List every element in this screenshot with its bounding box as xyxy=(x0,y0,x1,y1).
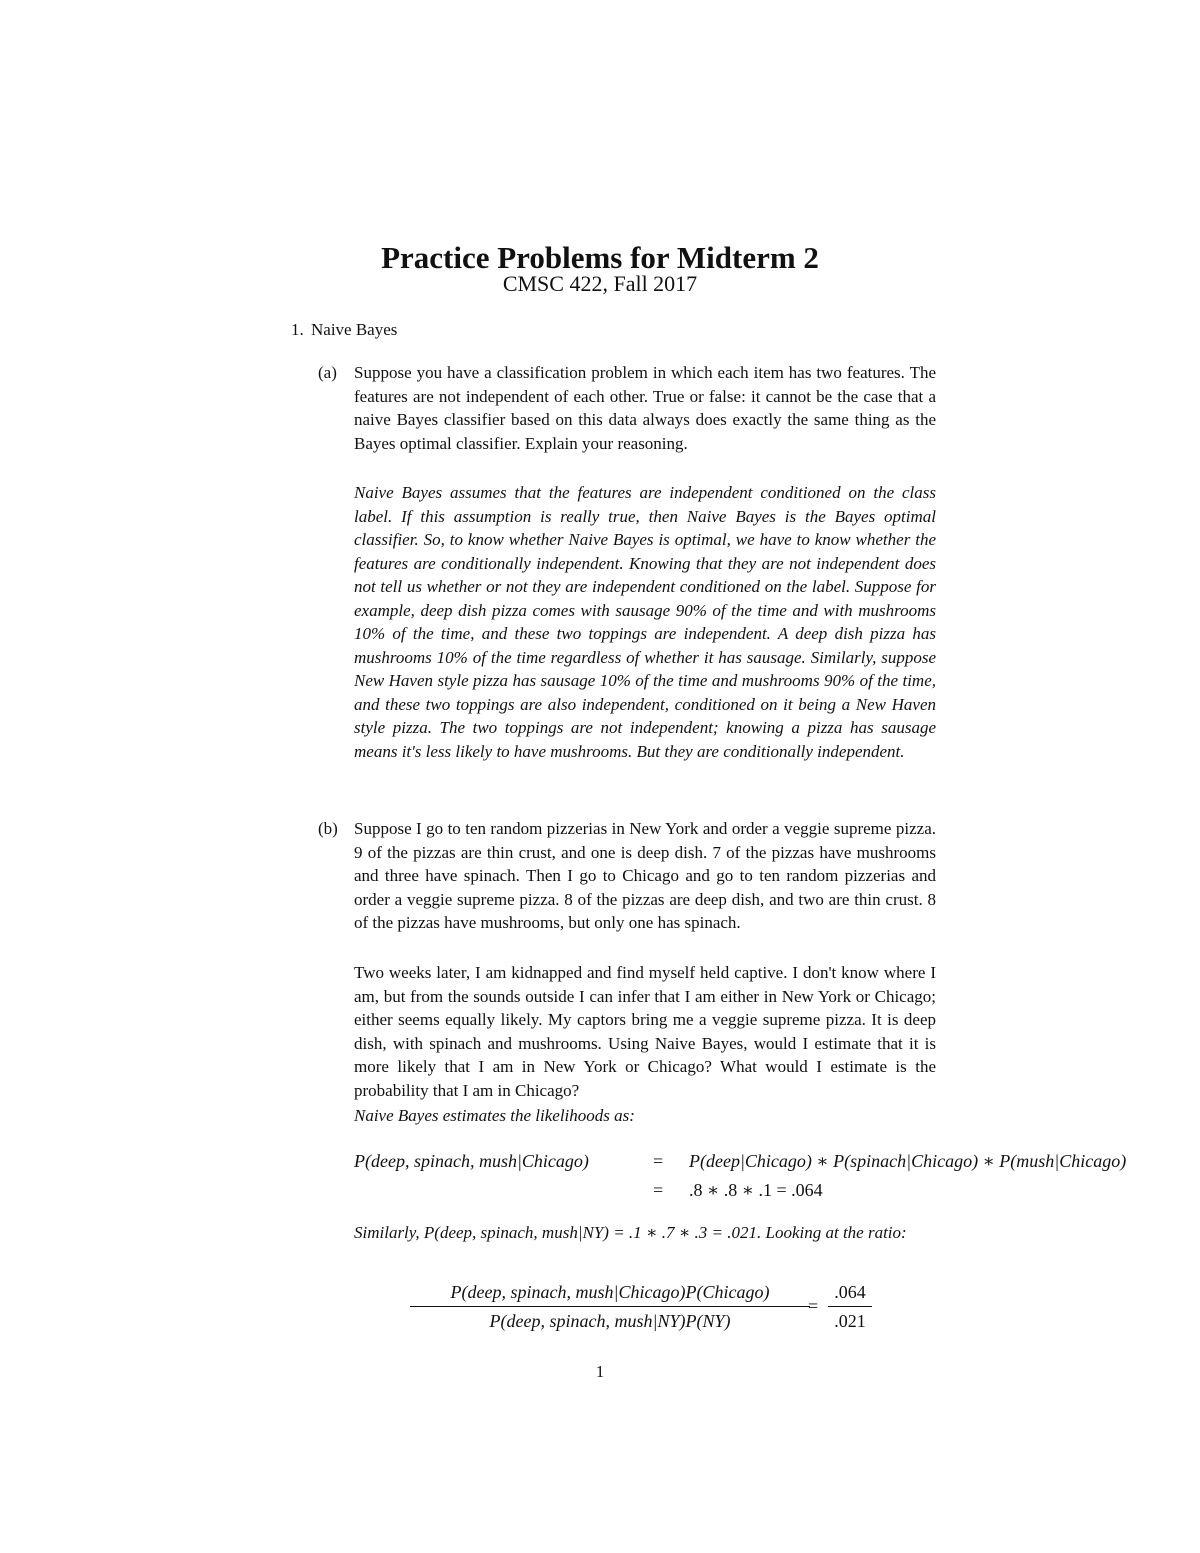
part-b-label: (b) xyxy=(318,819,338,838)
part-a-question: Suppose you have a classification problem in which each item has two features. The features are not independent of each other. True or false: it cannot be the case that a naive Bayes classifier based on this data always does exactly the same thing as the Bayes optimal classifier. Explain your reasoning. xyxy=(354,363,936,453)
similarly-math: P(deep, spinach, mush|NY) = .1 ∗ .7 ∗ .3 = .021. xyxy=(423,1223,762,1242)
page-title: Practice Problems for Midterm 2 xyxy=(381,240,819,275)
page-number: 1 xyxy=(595,1362,605,1381)
ratio-value-numerator: .064 xyxy=(828,1280,872,1307)
part-b-answer-intro: Naive Bayes estimates the likelihoods as: xyxy=(354,1106,635,1125)
part-b-question-1: Suppose I go to ten random pizzerias in New York and order a veggie supreme pizza. 9 of the pizzas are thin crust, and one is deep dish. 7 of the pizzas have mushrooms and three have spinach. Then I go to Chicago and go to ten random pizzerias and order a veggie supreme pizza. 8 of the pizzas are deep dish, and two are thin crust. 8 of the pizzas have mushrooms, but only one has spinach. xyxy=(354,819,936,932)
page-subtitle: CMSC 422, Fall 2017 xyxy=(502,271,698,296)
equation-2-sign: = xyxy=(653,1180,664,1200)
equation-1-rhs: P(deep|Chicago) ∗ P(spinach|Chicago) ∗ P(mush|Chicago) xyxy=(689,1151,1127,1171)
part-a-label: (a) xyxy=(318,363,337,382)
equation-2-rhs: .8 ∗ .8 ∗ .1 = .064 xyxy=(689,1180,823,1200)
section-number: 1. xyxy=(291,320,304,339)
equation-1-sign: = xyxy=(653,1151,664,1171)
similarly-suffix: Looking at the ratio: xyxy=(765,1223,907,1242)
similarly-prefix: Similarly, xyxy=(354,1223,420,1242)
ratio-numerator: P(deep, spinach, mush|Chicago)P(Chicago) xyxy=(410,1280,810,1307)
part-a-answer: Naive Bayes assumes that the features are independent conditioned on the class label. If this assumption is really true, then Naive Bayes is the Bayes optimal classifier. So, to know whether Naive Bayes is optimal, we have to know whether the features are conditionally independent. Knowing that they are not independent does not tell us whether or not they are independent conditioned on the label. Suppose for example, deep dish pizza comes with sausage 90% of the time and with mushrooms 10% of the time, and these two toppings are independent. A deep dish pizza has mushrooms 10% of the time regardless of whether it has sausage. Similarly, suppose New Haven style pizza has sausage 10% of the time and mushrooms 90% of the time, and these two toppings are also independent, conditioned on it being a New Haven style pizza. The two toppings are not independent; knowing a pizza has sausage means it's less likely to have mushrooms. But they are conditionally independent. xyxy=(354,483,936,761)
part-b-question-2: Two weeks later, I am kidnapped and find myself held captive. I don't know where I am, but from the sounds outside I can infer that I am either in New York or Chicago; either seems equally likely. My captors bring me a veggie supreme pizza. It is deep dish, with spinach and mushrooms. Using Naive Bayes, would I estimate that it is more likely that I am in New York or Chicago? What would I estimate is the probability that I am in Chicago? xyxy=(354,963,936,1100)
ratio-fraction xyxy=(410,1280,810,1333)
ratio-value-denominator: .021 xyxy=(834,1311,866,1331)
ratio-value-fraction xyxy=(828,1280,872,1333)
equation-1-lhs: P(deep, spinach, mush|Chicago) xyxy=(354,1151,589,1171)
section-title: Naive Bayes xyxy=(311,320,398,339)
similarly-text xyxy=(354,1221,936,1245)
ratio-equals: = xyxy=(808,1296,819,1316)
ratio-denominator: P(deep, spinach, mush|NY)P(NY) xyxy=(489,1311,731,1331)
